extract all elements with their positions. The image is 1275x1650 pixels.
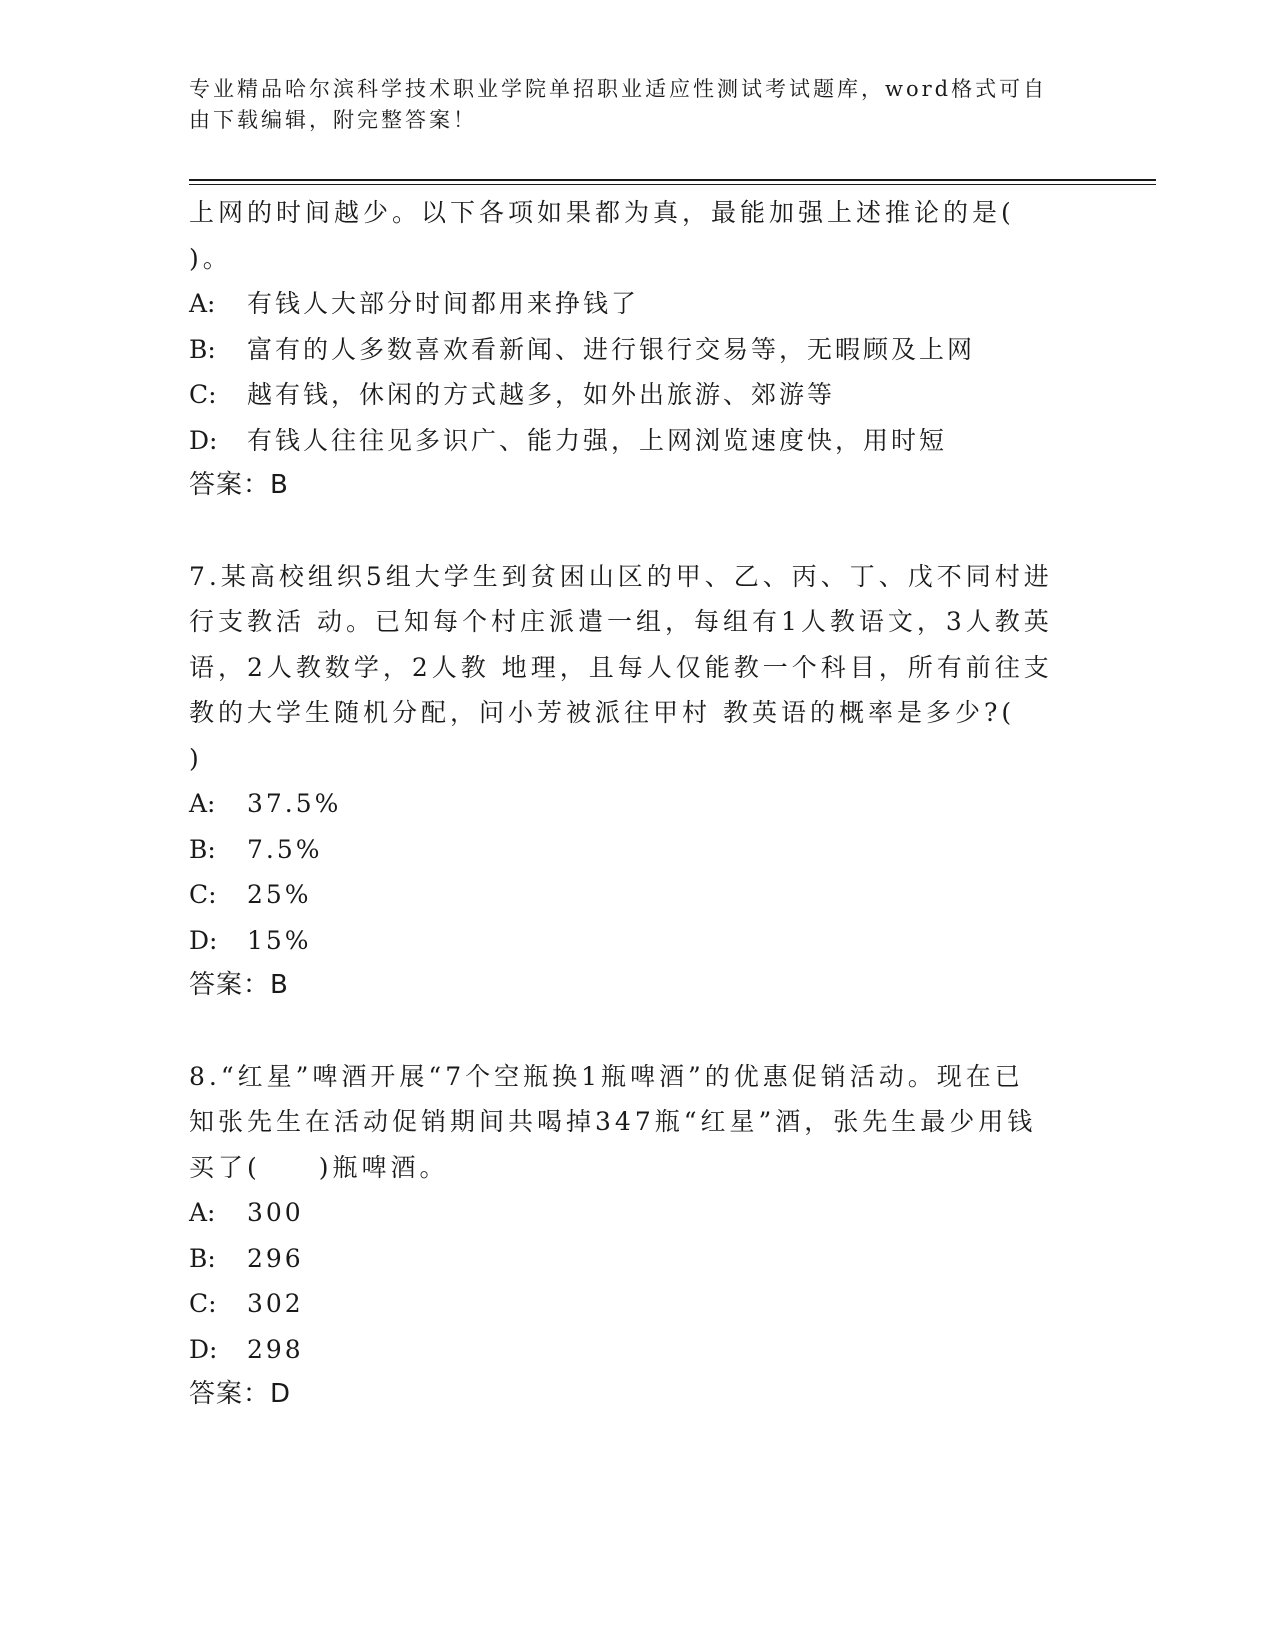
option-text: 302	[247, 1289, 304, 1318]
option-a	[189, 781, 1089, 827]
header-line-1: 专业精品哈尔滨科学技术职业学院单招职业适应性测试考试题库，word格式可自	[189, 77, 1048, 101]
option-text: 37.5%	[247, 789, 342, 818]
option-d	[189, 1327, 1089, 1373]
answer-line: 答案：B	[189, 470, 289, 500]
option-letter: C:	[189, 380, 217, 409]
question-text-line: 知张先生在活动促销期间共喝掉347瓶“红星”酒，张先生最少用钱	[189, 1107, 1037, 1136]
option-b	[189, 1236, 1089, 1282]
option-b	[189, 327, 1089, 373]
option-text: 25%	[247, 880, 312, 909]
question-text-line: 行支教活 动。已知每个村庄派遣一组，每组有1人教语文，3人教英	[189, 607, 1053, 636]
option-letter: A:	[189, 1198, 216, 1227]
option-c	[189, 1281, 1089, 1327]
option-letter: A:	[189, 289, 216, 318]
option-text: 298	[247, 1334, 304, 1364]
header-rule-thin	[189, 184, 1156, 185]
document-header	[189, 74, 1089, 136]
option-text: 越有钱，休闲的方式越多，如外出旅游、郊游等	[247, 380, 836, 409]
answer-line: 答案：B	[189, 970, 289, 1000]
option-d	[189, 918, 1089, 964]
option-letter: C:	[189, 1289, 217, 1318]
spacer	[189, 1009, 1089, 1054]
option-letter: B:	[189, 334, 216, 364]
option-text: 富有的人多数喜欢看新闻、进行银行交易等，无暇顾及上网	[247, 334, 976, 364]
option-text: 300	[247, 1198, 304, 1227]
option-text: 有钱人往往见多识广、能力强，上网浏览速度快，用时短	[247, 425, 948, 455]
option-letter: D:	[189, 425, 218, 455]
option-a	[189, 1190, 1089, 1236]
option-c	[189, 372, 1089, 418]
option-b	[189, 827, 1089, 873]
question-text-line: 买了( )瓶啤酒。	[189, 1152, 449, 1182]
question-text-line: )。	[189, 243, 232, 273]
option-text: 15%	[247, 925, 312, 955]
question-text-line: 教的大学生随机分配，问小芳被派往甲村 教英语的概率是多少?(	[189, 698, 1016, 727]
question-text-line: 语，2人教数学，2人教 地理，且每人仅能教一个科目，所有前往支	[189, 652, 1053, 682]
option-text: 7.5%	[247, 834, 323, 864]
option-letter: D:	[189, 1334, 218, 1364]
option-a	[189, 281, 1089, 327]
question-7	[189, 554, 1089, 1009]
header-line-2: 由下载编辑，附完整答案！	[189, 108, 477, 132]
header-rule-thick	[189, 179, 1156, 181]
answer-line: 答案：D	[189, 1379, 292, 1409]
question-text-line: 上网的时间越少。以下各项如果都为真，最能加强上述推论的是(	[189, 198, 1015, 227]
question-list	[189, 190, 1089, 1418]
option-letter: D:	[189, 925, 218, 955]
option-letter: B:	[189, 834, 216, 864]
option-d	[189, 418, 1089, 464]
option-text: 296	[247, 1243, 304, 1273]
question-6	[189, 190, 1089, 509]
question-text-line: )	[189, 743, 203, 773]
option-c	[189, 872, 1089, 918]
option-text: 有钱人大部分时间都用来挣钱了	[247, 289, 640, 318]
question-text-line: 7.某高校组织5组大学生到贫困山区的甲、乙、丙、丁、戊不同村进	[189, 561, 1053, 591]
option-letter: A:	[189, 789, 216, 818]
spacer	[189, 509, 1089, 554]
option-letter: B:	[189, 1243, 216, 1273]
question-text-line: 8.“红星”啤酒开展“7个空瓶换1瓶啤酒”的优惠促销活动。现在已	[189, 1061, 1024, 1091]
option-letter: C:	[189, 880, 217, 909]
question-8	[189, 1054, 1089, 1418]
